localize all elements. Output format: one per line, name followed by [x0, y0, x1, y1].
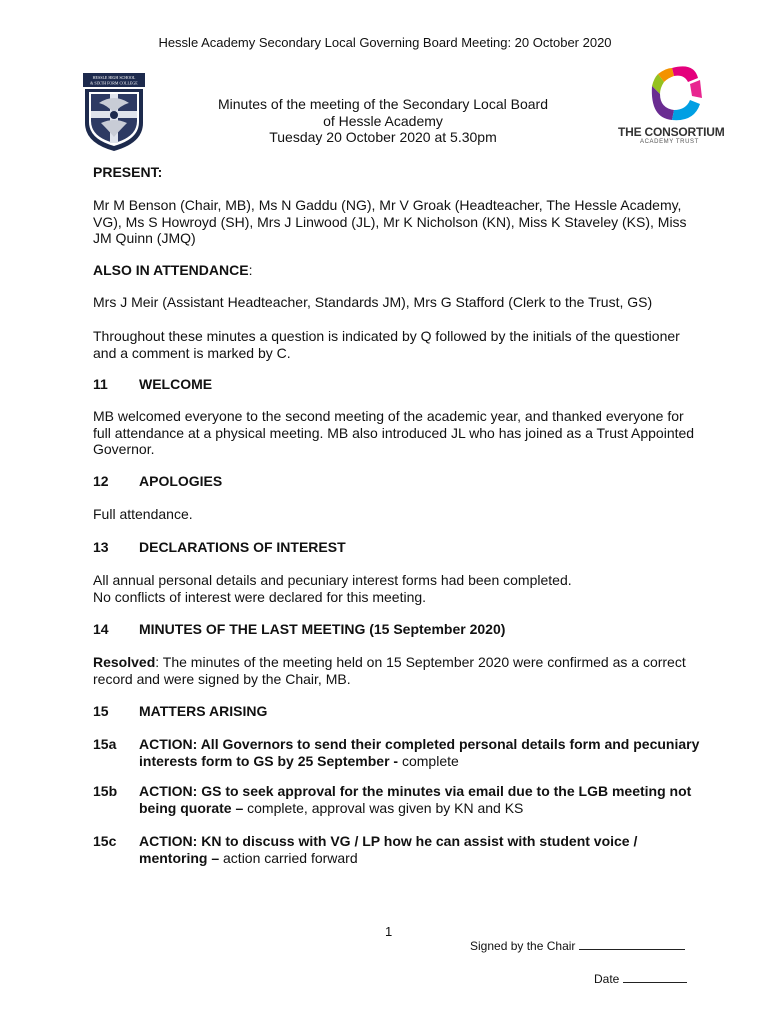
action-status: complete [398, 752, 459, 769]
consortium-subtitle: ACADEMY TRUST [640, 139, 699, 145]
action-text: ACTION: KN to discuss with VG / LP how he can assist with student voice / mentoring – [139, 833, 638, 866]
section-11-heading [93, 376, 703, 393]
consortium-name: THE CONSORTIUM [618, 125, 725, 139]
action-15a [93, 736, 703, 769]
action-text: ACTION: GS to seek approval for the minutes via email due to the LGB meeting not being quorate – [139, 783, 692, 816]
section-title: WELCOME [139, 376, 213, 392]
action-text: ACTION: All Governors to send their completed personal details form and pecuniary interests form to GS by 25 September - [139, 736, 700, 769]
section-title: MINUTES OF THE LAST MEETING (15 September 2020) [139, 621, 506, 637]
title-line-1: Minutes of the meeting of the Secondary Local Board [218, 96, 548, 112]
date-line [594, 972, 687, 986]
section-11-text: MB welcomed everyone to the second meeting of the academic year, and thanked everyone for full attendance at a physical meeting. MB also introduced JL who has joined as a Trust Appointed Governor. [93, 408, 695, 457]
section-15-heading [93, 703, 703, 720]
signed-label: Signed by the Chair [470, 939, 576, 953]
action-15c [93, 833, 703, 866]
consortium-logo [618, 64, 734, 148]
action-status: complete, approval was given by KN and KS [243, 799, 524, 816]
section-number: 15 [93, 703, 109, 719]
date-blank [623, 972, 687, 983]
crest-text-2: & SIXTH FORM COLLEGE [90, 80, 138, 86]
document-title [200, 96, 566, 146]
attendance-heading [93, 262, 703, 279]
action-number: 15c [93, 833, 117, 849]
section-12-text: Full attendance. [93, 506, 193, 522]
attendance-list: Mrs J Meir (Assistant Headteacher, Standards JM), Mrs G Stafford (Clerk to the Trust, GS) [93, 294, 653, 310]
page-number: 1 [385, 924, 393, 939]
resolved-text: : The minutes of the meeting held on 15 September 2020 were confirmed as a correct record and were signed by the Chair, MB. [93, 654, 686, 687]
section-14-text [93, 654, 703, 687]
running-header: Hessle Academy Secondary Local Governing Board Meeting: 20 October 2020 [158, 35, 612, 50]
section-13-text [93, 572, 703, 605]
consortium-c-icon [618, 64, 734, 124]
section-title: APOLOGIES [139, 473, 223, 489]
minutes-note: Throughout these minutes a question is indicated by Q followed by the initials of the questioner and a comment is marked by C. [93, 328, 680, 361]
section-12-heading [93, 473, 703, 490]
section-13-line-1: All annual personal details and pecuniary interest forms had been completed. [93, 572, 572, 588]
action-number: 15a [93, 736, 117, 752]
section-title: MATTERS ARISING [139, 703, 268, 719]
hessle-crest-logo [79, 71, 149, 153]
section-number: 12 [93, 473, 109, 489]
section-number: 13 [93, 539, 109, 555]
date-label: Date [594, 972, 620, 986]
section-number: 14 [93, 621, 109, 637]
crest-text-1: HESSLE HIGH SCHOOL [92, 75, 136, 80]
title-line-3: Tuesday 20 October 2020 at 5.30pm [269, 129, 497, 145]
resolved-label: Resolved [93, 654, 156, 670]
attendance-colon: : [248, 262, 253, 278]
present-heading: PRESENT: [93, 164, 163, 180]
title-line-2: of Hessle Academy [323, 112, 443, 129]
signature-blank [579, 939, 685, 950]
present-list: Mr M Benson (Chair, MB), Ms N Gaddu (NG), Mr V Groak (Headteacher, The Hessle Academy, VG), Ms S Howroyd (SH), Mrs J Linwood (JL), Mr K Nicholson (KN), Miss K Staveley (KS), Miss JM Quinn (JMQ) [93, 197, 687, 246]
action-15b [93, 783, 703, 816]
action-status: action carried forward [219, 849, 358, 866]
section-14-heading [93, 621, 703, 638]
section-13-heading [93, 539, 703, 556]
section-title: DECLARATIONS OF INTEREST [139, 539, 346, 555]
signature-line [470, 939, 685, 953]
section-number: 11 [93, 376, 108, 392]
action-number: 15b [93, 783, 118, 799]
section-13-line-2: No conflicts of interest were declared for this meeting. [93, 588, 427, 605]
attendance-heading-text: ALSO IN ATTENDANCE [93, 262, 249, 278]
